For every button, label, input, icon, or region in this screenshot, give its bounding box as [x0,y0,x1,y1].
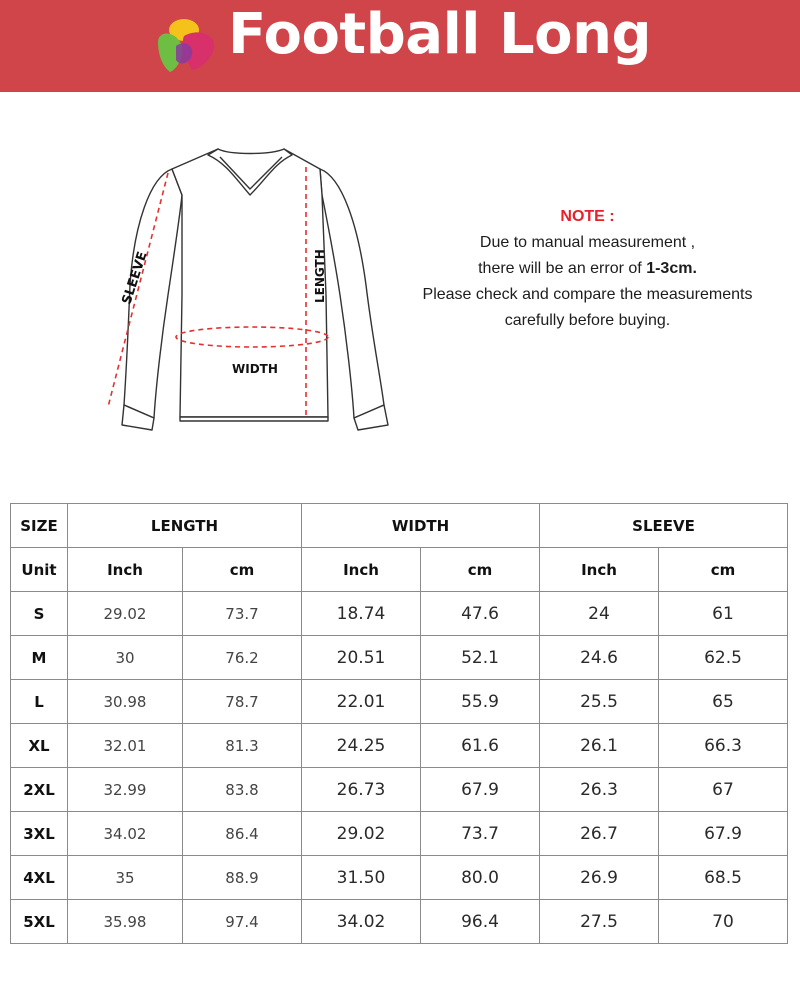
note-error-range: 1-3cm. [646,260,697,277]
group-header-row [11,504,788,548]
width-inch-cell: 22.01 [302,680,421,724]
table-row [11,900,788,944]
table-row [11,812,788,856]
width-cm-cell: 80.0 [421,856,540,900]
sleeve-inch-cell: 26.9 [540,856,659,900]
sleeve-cm-cell: 65 [659,680,788,724]
width-inch-cell: 29.02 [302,812,421,856]
sleeve-inch-cell: 25.5 [540,680,659,724]
width-cm-cell: 61.6 [421,724,540,768]
size-cell: L [11,680,68,724]
page-title: Football Long [228,2,652,67]
width-inch-cell: 31.50 [302,856,421,900]
sleeve-cm-cell: 68.5 [659,856,788,900]
length-inch-cell: 32.01 [68,724,183,768]
size-cell: M [11,636,68,680]
sleeve-label: SLEEVE [119,249,151,307]
note-line-2 [390,256,785,282]
length-label: LENGTH [313,249,327,303]
sleeve-header: SLEEVE [540,504,788,548]
length-cm-header: cm [183,548,302,592]
width-inch-cell: 24.25 [302,724,421,768]
note-line-1: Due to manual measurement , [479,234,696,251]
size-cell: 3XL [11,812,68,856]
length-cm-cell: 78.7 [183,680,302,724]
sleeve-inch-cell: 26.3 [540,768,659,812]
size-cell: XL [11,724,68,768]
length-inch-header: Inch [68,548,183,592]
sleeve-cm-header: cm [659,548,788,592]
size-cell: S [11,592,68,636]
width-label: WIDTH [232,362,278,376]
length-cm-cell: 76.2 [183,636,302,680]
table-row [11,636,788,680]
note-line-4: carefully before buying. [504,312,671,329]
length-inch-cell: 34.02 [68,812,183,856]
width-inch-cell: 26.73 [302,768,421,812]
sleeve-inch-header: Inch [540,548,659,592]
width-inch-header: Inch [302,548,421,592]
width-cm-cell: 73.7 [421,812,540,856]
unit-header-row [11,548,788,592]
length-inch-cell: 35.98 [68,900,183,944]
width-cm-cell: 96.4 [421,900,540,944]
note-line-3: Please check and compare the measurements [422,286,753,303]
width-cm-cell: 55.9 [421,680,540,724]
table-row [11,680,788,724]
size-cell: 2XL [11,768,68,812]
sleeve-cm-cell: 67.9 [659,812,788,856]
width-cm-cell: 67.9 [421,768,540,812]
length-inch-cell: 32.99 [68,768,183,812]
length-cm-cell: 86.4 [183,812,302,856]
size-cell: 5XL [11,900,68,944]
brand-logo-icon [154,16,220,74]
table-row [11,768,788,812]
sleeve-inch-cell: 24.6 [540,636,659,680]
sleeve-inch-cell: 26.1 [540,724,659,768]
width-header: WIDTH [302,504,540,548]
sleeve-inch-cell: 27.5 [540,900,659,944]
length-cm-cell: 83.8 [183,768,302,812]
sleeve-cm-cell: 62.5 [659,636,788,680]
table-row [11,724,788,768]
width-inch-cell: 20.51 [302,636,421,680]
note-line-2-text: there will be an error of [478,260,642,277]
width-inch-cell: 18.74 [302,592,421,636]
width-cm-cell: 52.1 [421,636,540,680]
size-header: SIZE [11,504,68,548]
width-cm-header: cm [421,548,540,592]
size-cell: 4XL [11,856,68,900]
unit-header: Unit [11,548,68,592]
length-inch-cell: 30 [68,636,183,680]
sleeve-inch-cell: 26.7 [540,812,659,856]
table-row [11,592,788,636]
note-title: NOTE : [560,208,615,225]
sleeve-cm-cell: 67 [659,768,788,812]
length-cm-cell: 88.9 [183,856,302,900]
length-inch-cell: 30.98 [68,680,183,724]
length-cm-cell: 81.3 [183,724,302,768]
width-inch-cell: 34.02 [302,900,421,944]
sleeve-cm-cell: 61 [659,592,788,636]
length-cm-cell: 73.7 [183,592,302,636]
shirt-diagram [90,135,410,435]
sleeve-inch-cell: 24 [540,592,659,636]
length-cm-cell: 97.4 [183,900,302,944]
sleeve-cm-cell: 66.3 [659,724,788,768]
sleeve-cm-cell: 70 [659,900,788,944]
length-inch-cell: 29.02 [68,592,183,636]
measurement-note [390,204,785,334]
header-banner [0,0,800,92]
length-inch-cell: 35 [68,856,183,900]
table-row [11,856,788,900]
length-header: LENGTH [68,504,302,548]
width-cm-cell: 47.6 [421,592,540,636]
size-chart-table [10,503,788,944]
